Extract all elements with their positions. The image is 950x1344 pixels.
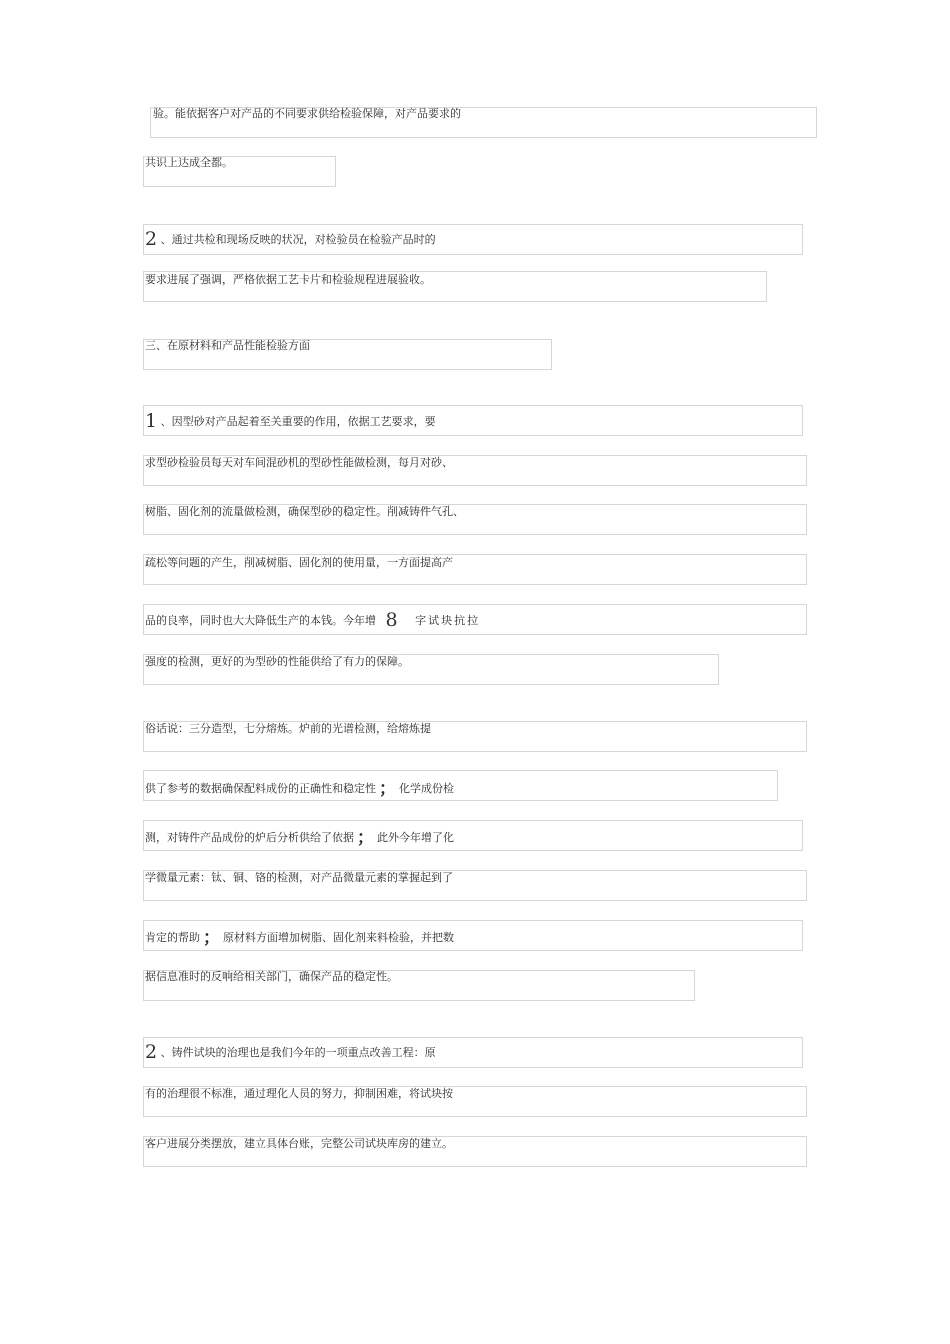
semicolon: ；: [379, 779, 396, 799]
list-number: 1: [145, 410, 158, 432]
text-line: 1 、因型砂对产品起着至关重要的作用，依据工艺要求，要: [145, 410, 436, 432]
text-line: 求型砂检验员每天对车间混砂机的型砂性能做检测，每月对砂、: [145, 456, 453, 469]
semicolon: ；: [357, 828, 374, 848]
text-line: 据信息准时的反响给相关部门，确保产品的稳定性。: [145, 970, 398, 983]
text-line: 验。能依据客户对产品的不同要求供给检验保障，对产品要求的: [153, 107, 461, 120]
text-line: 客户进展分类摆放，建立具体台账，完整公司试块库房的建立。: [145, 1137, 453, 1150]
text-line: 树脂、固化剂的流量做检测，确保型砂的稳定性。削减铸件气孔、: [145, 505, 464, 518]
text-line: 俗话说：三分造型，七分熔炼。炉前的光谱检测，给熔炼提: [145, 722, 431, 735]
text-line: 2 、通过共检和现场反映的状况，对检验员在检验产品时的: [145, 228, 436, 250]
text-line: 2 、铸件试块的治理也是我们今年的一项重点改善工程：原: [145, 1041, 436, 1063]
text-line: 供了参考的数据确保配料成份的正确性和稳定性 ； 化学成份检: [145, 779, 454, 799]
list-number: 2: [145, 228, 158, 250]
text-line: 肯定的帮助 ； 原材料方面增加树脂、固化剂来料检验，并把数: [145, 928, 454, 948]
text-line: 测，对铸件产品成份的炉后分析供给了依据 ； 此外今年增了化: [145, 828, 454, 848]
list-number: 2: [145, 1041, 158, 1063]
text-line: 品的良率，同时也大大降低生产的本钱。今年增 8 字试块抗拉: [145, 609, 481, 631]
text-line: 有的治理很不标准，通过理化人员的努力，抑制困难，将试块按: [145, 1087, 453, 1100]
section-heading: 三、在原材料和产品性能检验方面: [145, 339, 310, 352]
text-line: 共识上达成全都。: [145, 156, 233, 169]
text-line: 疏松等问题的产生，削减树脂、固化剂的使用量，一方面提高产: [145, 556, 453, 569]
text-line: 要求进展了强调，严格依据工艺卡片和检验规程进展验收。: [145, 273, 431, 286]
inline-number: 8: [385, 609, 398, 631]
text-line: 强度的检测，更好的为型砂的性能供给了有力的保障。: [145, 655, 409, 668]
text-line: 学微量元素：钛、铜、铬的检测，对产品微量元素的掌握起到了: [145, 871, 453, 884]
semicolon: ；: [203, 928, 220, 948]
